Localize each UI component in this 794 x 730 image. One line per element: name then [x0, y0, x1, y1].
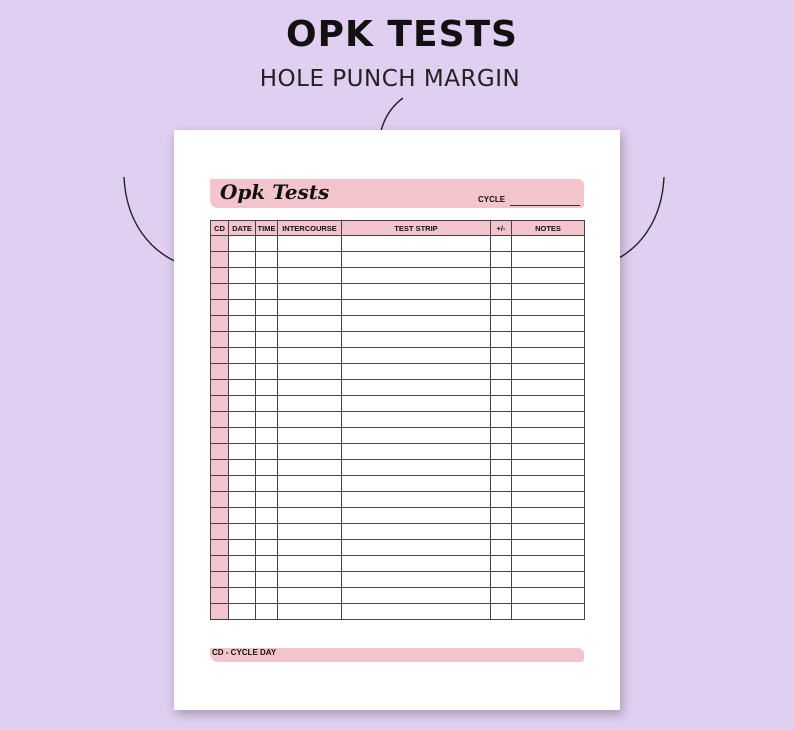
table-cell [229, 428, 256, 444]
table-cell [278, 460, 342, 476]
table-cell [512, 348, 585, 364]
table-cell [211, 428, 229, 444]
column-header: +/- [491, 221, 512, 236]
table-cell [278, 428, 342, 444]
table-cell [256, 524, 278, 540]
opk-log-table [210, 220, 585, 620]
table-cell [256, 316, 278, 332]
table-cell [256, 252, 278, 268]
main-title: OPK TESTS [286, 14, 518, 55]
table-cell [256, 268, 278, 284]
table-cell [211, 268, 229, 284]
table-cell [491, 284, 512, 300]
table-header-row [211, 221, 585, 236]
table-cell [491, 428, 512, 444]
table-cell [278, 300, 342, 316]
table-row [211, 444, 585, 460]
table-cell [211, 300, 229, 316]
table-cell [512, 492, 585, 508]
table-cell [278, 396, 342, 412]
table-cell [512, 540, 585, 556]
table-row [211, 236, 585, 252]
column-header: TIME [256, 221, 278, 236]
table-row [211, 364, 585, 380]
sheet-title: Opk Tests [220, 180, 330, 204]
table-cell [229, 476, 256, 492]
table-cell [342, 588, 491, 604]
table-cell [211, 316, 229, 332]
table-cell [342, 444, 491, 460]
table-cell [491, 508, 512, 524]
table-cell [512, 268, 585, 284]
table-cell [512, 524, 585, 540]
table-cell [491, 604, 512, 620]
table-cell [491, 380, 512, 396]
table-cell [211, 556, 229, 572]
table-cell [256, 284, 278, 300]
table-cell [512, 300, 585, 316]
table-cell [229, 364, 256, 380]
table-cell [512, 332, 585, 348]
table-row [211, 332, 585, 348]
table-cell [342, 268, 491, 284]
table-row [211, 540, 585, 556]
table-cell [491, 316, 512, 332]
table-cell [512, 428, 585, 444]
table-cell [342, 252, 491, 268]
table-cell [256, 348, 278, 364]
table-cell [278, 268, 342, 284]
table-cell [278, 508, 342, 524]
table-cell [211, 284, 229, 300]
table-cell [491, 540, 512, 556]
table-cell [491, 460, 512, 476]
table-cell [256, 540, 278, 556]
table-cell [229, 300, 256, 316]
table-cell [491, 492, 512, 508]
table-cell [256, 444, 278, 460]
footer-note: CD - CYCLE DAY [212, 648, 277, 657]
table-cell [229, 412, 256, 428]
table-row [211, 492, 585, 508]
table-cell [491, 572, 512, 588]
table-row [211, 284, 585, 300]
table-cell [211, 460, 229, 476]
table-cell [229, 604, 256, 620]
table-cell [278, 380, 342, 396]
table-cell [512, 444, 585, 460]
table-cell [229, 236, 256, 252]
table-cell [512, 460, 585, 476]
table-cell [512, 412, 585, 428]
table-cell [512, 316, 585, 332]
table-cell [211, 412, 229, 428]
column-header: TEST STRIP [342, 221, 491, 236]
table-cell [512, 284, 585, 300]
table-cell [491, 556, 512, 572]
table-cell [229, 332, 256, 348]
table-cell [229, 380, 256, 396]
column-header: INTERCOURSE [278, 221, 342, 236]
table-row [211, 268, 585, 284]
table-row [211, 604, 585, 620]
table-cell [278, 556, 342, 572]
table-cell [491, 476, 512, 492]
table-row [211, 524, 585, 540]
table-cell [342, 476, 491, 492]
table-cell [342, 508, 491, 524]
table-row [211, 252, 585, 268]
table-cell [342, 412, 491, 428]
table-cell [342, 524, 491, 540]
table-cell [512, 252, 585, 268]
table-cell [491, 332, 512, 348]
table-cell [211, 604, 229, 620]
table-row [211, 412, 585, 428]
table-cell [256, 236, 278, 252]
table-cell [512, 604, 585, 620]
table-cell [278, 316, 342, 332]
table-cell [229, 284, 256, 300]
table-cell [211, 236, 229, 252]
table-cell [491, 348, 512, 364]
table-cell [256, 492, 278, 508]
table-row [211, 396, 585, 412]
table-row [211, 556, 585, 572]
table-cell [342, 236, 491, 252]
table-cell [491, 444, 512, 460]
table-cell [342, 604, 491, 620]
table-cell [211, 492, 229, 508]
table-cell [229, 540, 256, 556]
table-cell [229, 268, 256, 284]
table-cell [229, 492, 256, 508]
table-cell [491, 412, 512, 428]
table-cell [278, 444, 342, 460]
table-cell [211, 396, 229, 412]
table-row [211, 476, 585, 492]
table-cell [256, 604, 278, 620]
table-cell [229, 460, 256, 476]
table-row [211, 316, 585, 332]
table-cell [342, 556, 491, 572]
table-cell [256, 300, 278, 316]
table-cell [512, 476, 585, 492]
table-cell [211, 332, 229, 348]
table-cell [342, 332, 491, 348]
table-cell [278, 252, 342, 268]
table-cell [342, 492, 491, 508]
table-cell [229, 396, 256, 412]
table-cell [278, 492, 342, 508]
table-cell [211, 444, 229, 460]
table-row [211, 460, 585, 476]
table-cell [211, 364, 229, 380]
table-cell [211, 508, 229, 524]
table-cell [229, 524, 256, 540]
table-cell [342, 572, 491, 588]
table-row [211, 428, 585, 444]
table-cell [278, 284, 342, 300]
table-cell [229, 588, 256, 604]
table-cell [512, 396, 585, 412]
cycle-label: CYCLE [478, 195, 506, 204]
table-cell [278, 412, 342, 428]
table-cell [211, 348, 229, 364]
table-cell [229, 556, 256, 572]
table-body [211, 236, 585, 620]
table-cell [342, 348, 491, 364]
table-cell [342, 428, 491, 444]
table-cell [512, 380, 585, 396]
table-cell [512, 588, 585, 604]
table-cell [342, 284, 491, 300]
table-cell [278, 364, 342, 380]
table-cell [256, 396, 278, 412]
table-cell [211, 524, 229, 540]
table-cell [229, 444, 256, 460]
cycle-line [510, 205, 580, 206]
table-cell [211, 252, 229, 268]
table-cell [278, 572, 342, 588]
table-cell [256, 508, 278, 524]
table-cell [256, 332, 278, 348]
table-cell [342, 380, 491, 396]
table-cell [491, 268, 512, 284]
table-cell [342, 316, 491, 332]
table-cell [229, 316, 256, 332]
table-cell [491, 396, 512, 412]
table-cell [229, 348, 256, 364]
table-row [211, 508, 585, 524]
table-cell [491, 364, 512, 380]
table-cell [342, 540, 491, 556]
table-cell [211, 588, 229, 604]
column-header: DATE [229, 221, 256, 236]
table-cell [229, 508, 256, 524]
table-cell [278, 332, 342, 348]
table-cell [512, 508, 585, 524]
printable-sheet [174, 130, 620, 710]
column-header: NOTES [512, 221, 585, 236]
table-cell [512, 236, 585, 252]
table-cell [512, 364, 585, 380]
table-cell [256, 428, 278, 444]
table-cell [342, 396, 491, 412]
table-cell [512, 556, 585, 572]
table-cell [491, 236, 512, 252]
table-cell [256, 460, 278, 476]
table-cell [256, 364, 278, 380]
table-cell [491, 252, 512, 268]
table-cell [491, 300, 512, 316]
table-cell [256, 588, 278, 604]
table-cell [256, 572, 278, 588]
table-cell [491, 524, 512, 540]
table-cell [342, 460, 491, 476]
table-row [211, 572, 585, 588]
table-cell [278, 588, 342, 604]
table-cell [229, 252, 256, 268]
table-cell [229, 572, 256, 588]
table-cell [211, 476, 229, 492]
subtitle: HOLE PUNCH MARGIN [259, 66, 521, 92]
table-cell [211, 380, 229, 396]
table-cell [342, 300, 491, 316]
table-row [211, 588, 585, 604]
table-cell [211, 540, 229, 556]
table-cell [256, 380, 278, 396]
table-cell [211, 572, 229, 588]
table-cell [278, 604, 342, 620]
table-cell [256, 412, 278, 428]
table-cell [512, 572, 585, 588]
table-row [211, 348, 585, 364]
table-cell [278, 540, 342, 556]
table-row [211, 380, 585, 396]
table-cell [256, 476, 278, 492]
table-cell [278, 348, 342, 364]
table-cell [256, 556, 278, 572]
column-header: CD [211, 221, 229, 236]
table-cell [278, 476, 342, 492]
table-cell [342, 364, 491, 380]
table-cell [278, 524, 342, 540]
table-cell [491, 588, 512, 604]
table-row [211, 300, 585, 316]
table-cell [278, 236, 342, 252]
